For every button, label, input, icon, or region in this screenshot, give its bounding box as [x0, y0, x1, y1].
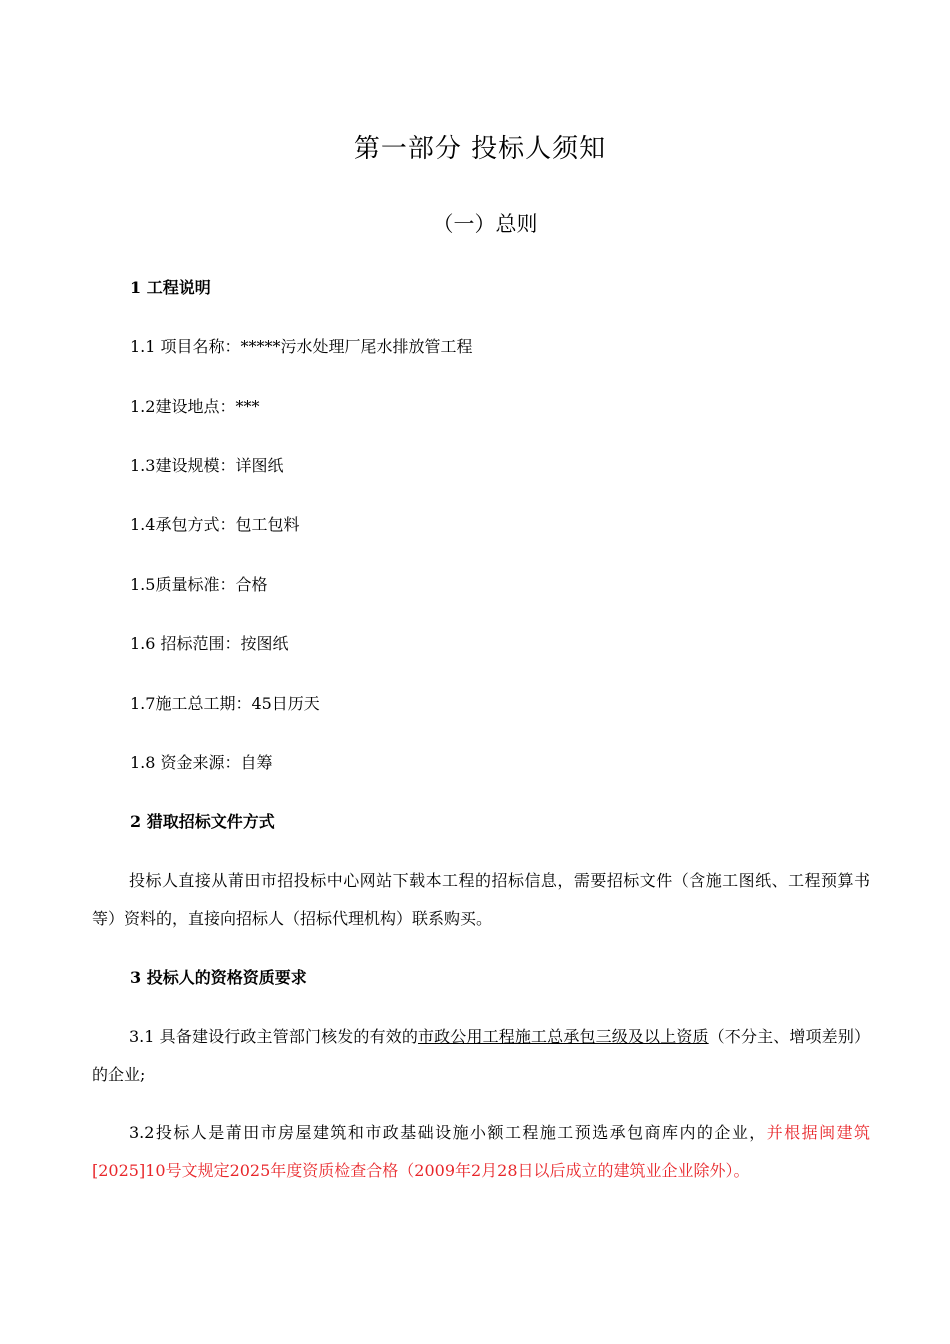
- qualification-3-1-prefix: 3.1 具备建设行政主管部门核发的有效的: [129, 1027, 419, 1046]
- item-contract-method: 1.4承包方式：包工包料: [130, 515, 300, 534]
- item-construction-scale: 1.3建设规模：详图纸: [130, 456, 284, 475]
- paragraph-qualification-3-1: [92, 1018, 870, 1094]
- item-construction-location: 1.2建设地点：***: [130, 397, 260, 416]
- qualification-3-2-red-text: 并根据闽建筑[2025]10号文规定2025年度资质检查合格（2009年2月28日以后成立的建筑业企业除外）。: [92, 1123, 870, 1180]
- qualification-3-1-underlined: 市政公用工程施工总承包三级及以上资质: [418, 1027, 709, 1046]
- paragraph-obtain-documents: 投标人直接从莆田市招投标中心网站下载本工程的招标信息，需要招标文件（含施工图纸、工程预算书等）资料的，直接向招标人（招标代理机构）联系购买。: [92, 871, 870, 928]
- item-quality-standard: 1.5质量标准：合格: [130, 575, 268, 594]
- qualification-3-2-prefix: 3.2投标人是莆田市房屋建筑和市政基础设施小额工程施工预选承包商库内的企业，: [129, 1123, 767, 1142]
- heading-obtain-documents: 2 猎取招标文件方式: [130, 812, 275, 831]
- page-title: 第一部分 投标人须知: [353, 134, 607, 164]
- item-project-name: 1.1 项目名称：*****污水处理厂尾水排放管工程: [130, 337, 473, 356]
- heading-qualification-requirements: 3 投标人的资格资质要求: [130, 968, 307, 987]
- item-fund-source: 1.8 资金来源：自筹: [130, 753, 273, 772]
- paragraph-qualification-3-2: [92, 1114, 870, 1190]
- item-total-duration: 1.7施工总工期：45日历天: [130, 694, 320, 713]
- qualification-3-1-suffix: （不分主、增项差别）的企业;: [92, 1027, 870, 1084]
- heading-engineering-description: 1 工程说明: [130, 278, 211, 297]
- item-bidding-scope: 1.6 招标范围：按图纸: [130, 634, 289, 653]
- section-title: （一）总则: [432, 212, 538, 236]
